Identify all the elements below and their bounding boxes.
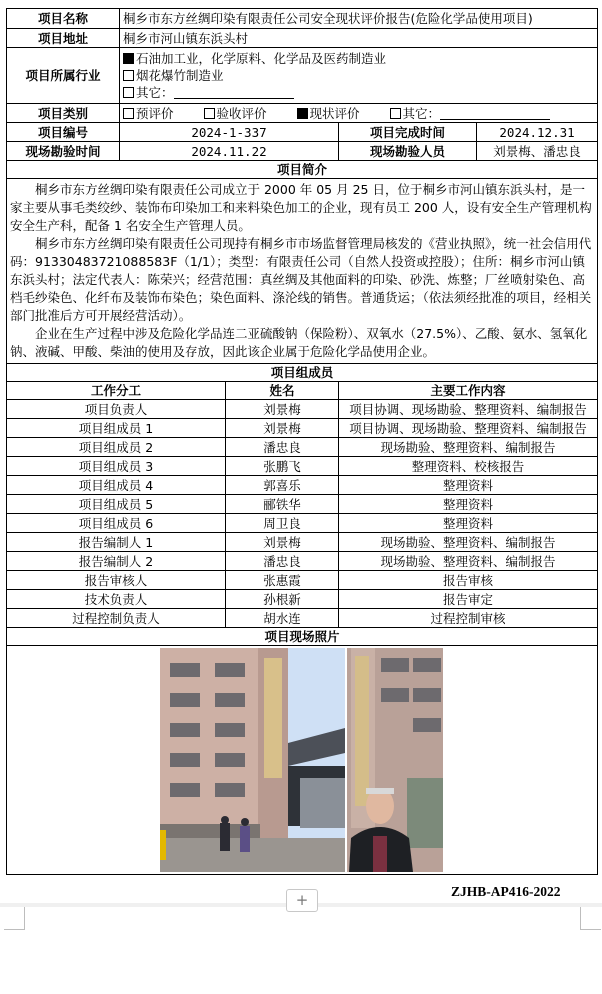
unchecked-box-icon — [123, 108, 134, 119]
checked-box-icon — [297, 108, 308, 119]
member-name-cell: 潘忠良 — [226, 438, 339, 457]
member-work-cell: 整理资料 — [339, 476, 598, 495]
photos-section-title: 项目现场照片 — [7, 628, 598, 646]
intro-paragraph: 桐乡市东方丝绸印染有限责任公司现持有桐乡市市场监督管理局核发的《营业执照》，统一社会信用代码：91330483721088583F（1/1）；类型：有限责任公司（自然人投资或控股）；住所：桐乡市河山镇东浜头村；法定代表人：陈荣兴；经营范围：真丝绸及其他面料的印染、砂洗、炼整；厂丝喷射染色、高档毛纱染色、化纤布及装饰布染色；染色面料、涤沦线的销售。普通货运；（依法须经批准的项目，经相关部门批准后方可开展经营活动）。 — [10, 236, 592, 323]
member-role-cell: 报告编制人 1 — [7, 533, 226, 552]
industry-option-fireworks[interactable]: 烟花爆竹制造业 — [123, 67, 594, 84]
site-photo-building — [160, 648, 345, 872]
project-name-value: 桐乡市东方丝绸印染有限责任公司安全现状评价报告(危险化学品使用项目) — [120, 9, 598, 29]
type-option-acceptance[interactable]: 验收评价 — [204, 106, 267, 121]
crop-mark-left — [4, 907, 25, 930]
finish-time-value: 2024.12.31 — [477, 123, 598, 142]
member-role-cell: 项目组成员 5 — [7, 495, 226, 514]
member-name-cell: 潘忠良 — [226, 552, 339, 571]
member-row — [7, 438, 598, 457]
add-content-button[interactable]: + — [286, 889, 318, 912]
site-photo-inspector — [347, 648, 443, 872]
member-work-cell: 项目协调、现场勘验、整理资料、编制报告 — [339, 419, 598, 438]
unchecked-box-icon — [204, 108, 215, 119]
member-work-cell: 整理资料 — [339, 514, 598, 533]
member-name-cell: 张鹏飞 — [226, 457, 339, 476]
intro-paragraph: 桐乡市东方丝绸印染有限责任公司成立于 2000 年 05 月 25 日，位于桐乡市河山镇东浜头村，是一家主要从事毛类绞纱、装饰布印染加工和来料染色加工的企业，现有员工 200 人，设有安全生产管理机构安全生产科，配备 1 名安全生产管理人员。 — [10, 182, 592, 233]
intro-section-title: 项目简介 — [7, 161, 598, 179]
industry-options — [120, 48, 598, 104]
unchecked-box-icon — [123, 70, 134, 81]
member-role-cell: 过程控制负责人 — [7, 609, 226, 628]
member-row — [7, 609, 598, 628]
member-row — [7, 457, 598, 476]
members-section-title: 项目组成员 — [7, 364, 598, 382]
member-role-cell: 报告编制人 2 — [7, 552, 226, 571]
member-row — [7, 514, 598, 533]
member-role-cell: 项目组成员 2 — [7, 438, 226, 457]
inspector-photo-image — [347, 648, 443, 872]
survey-staff-label: 现场勘验人员 — [339, 142, 477, 161]
type-option-pre[interactable]: 预评价 — [123, 106, 174, 121]
members-header-name: 姓名 — [226, 382, 339, 400]
member-name-cell: 张惠霞 — [226, 571, 339, 590]
other-blank-line — [174, 86, 294, 99]
members-header-role: 工作分工 — [7, 382, 226, 400]
member-role-cell: 项目组成员 6 — [7, 514, 226, 533]
member-row — [7, 419, 598, 438]
project-number-label: 项目编号 — [7, 123, 120, 142]
member-row — [7, 552, 598, 571]
member-name-cell: 郭喜乐 — [226, 476, 339, 495]
member-work-cell: 报告审定 — [339, 590, 598, 609]
member-row — [7, 590, 598, 609]
document-code: ZJHB-AP416-2022 — [451, 884, 561, 899]
member-name-cell: 刘景梅 — [226, 400, 339, 419]
type-option-other[interactable]: 其它： — [390, 106, 551, 121]
member-role-cell: 项目组成员 4 — [7, 476, 226, 495]
photos-cell — [7, 646, 598, 875]
member-work-cell: 项目协调、现场勘验、整理资料、编制报告 — [339, 400, 598, 419]
member-name-cell: 郦铁华 — [226, 495, 339, 514]
finish-time-label: 项目完成时间 — [339, 123, 477, 142]
industry-option-petrochem[interactable]: 石油加工业，化学原料、化学品及医药制造业 — [123, 50, 594, 67]
survey-time-value: 2024.11.22 — [120, 142, 339, 161]
members-header-work: 主要工作内容 — [339, 382, 598, 400]
project-type-label: 项目类别 — [7, 104, 120, 123]
member-row — [7, 400, 598, 419]
member-role-cell: 项目组成员 1 — [7, 419, 226, 438]
survey-staff-value: 刘景梅、潘忠良 — [477, 142, 598, 161]
member-name-cell: 刘景梅 — [226, 419, 339, 438]
intro-text — [7, 179, 598, 364]
member-name-cell: 刘景梅 — [226, 533, 339, 552]
evaluation-record-table — [6, 8, 598, 875]
member-work-cell: 整理资料、校核报告 — [339, 457, 598, 476]
member-work-cell: 整理资料 — [339, 495, 598, 514]
crop-mark-right — [580, 907, 601, 930]
member-row — [7, 533, 598, 552]
member-name-cell: 孙根新 — [226, 590, 339, 609]
member-role-cell: 项目负责人 — [7, 400, 226, 419]
member-role-cell: 技术负责人 — [7, 590, 226, 609]
member-row — [7, 476, 598, 495]
member-row — [7, 571, 598, 590]
survey-time-label: 现场勘验时间 — [7, 142, 120, 161]
member-work-cell: 现场勘验、整理资料、编制报告 — [339, 438, 598, 457]
project-type-options — [120, 104, 598, 123]
members-table-body — [7, 400, 598, 628]
member-name-cell: 胡水连 — [226, 609, 339, 628]
industry-option-other[interactable]: 其它： — [123, 84, 594, 101]
project-name-label: 项目名称 — [7, 9, 120, 29]
member-work-cell: 现场勘验、整理资料、编制报告 — [339, 533, 598, 552]
intro-paragraph: 企业在生产过程中涉及危险化学品连二亚硫酸钠（保险粉）、双氧水（27.5%）、乙酸、氨水、氢氧化钠、液碱、甲酸、柴油的使用及存放，因此该企业属于危险化学品使用企业。 — [10, 326, 588, 359]
member-row — [7, 495, 598, 514]
project-address-label: 项目地址 — [7, 29, 120, 48]
building-photo-image — [160, 648, 345, 872]
project-number-value: 2024-1-337 — [120, 123, 339, 142]
other-blank-line — [440, 107, 550, 120]
member-work-cell: 现场勘验、整理资料、编制报告 — [339, 552, 598, 571]
member-work-cell: 报告审核 — [339, 571, 598, 590]
member-role-cell: 报告审核人 — [7, 571, 226, 590]
project-address-value: 桐乡市河山镇东浜头村 — [120, 29, 598, 48]
unchecked-box-icon — [390, 108, 401, 119]
member-name-cell: 周卫良 — [226, 514, 339, 533]
member-work-cell: 过程控制审核 — [339, 609, 598, 628]
type-option-status[interactable]: 现状评价 — [297, 106, 360, 121]
unchecked-box-icon — [123, 87, 134, 98]
industry-label: 项目所属行业 — [7, 48, 120, 104]
checked-box-icon — [123, 53, 134, 64]
member-role-cell: 项目组成员 3 — [7, 457, 226, 476]
